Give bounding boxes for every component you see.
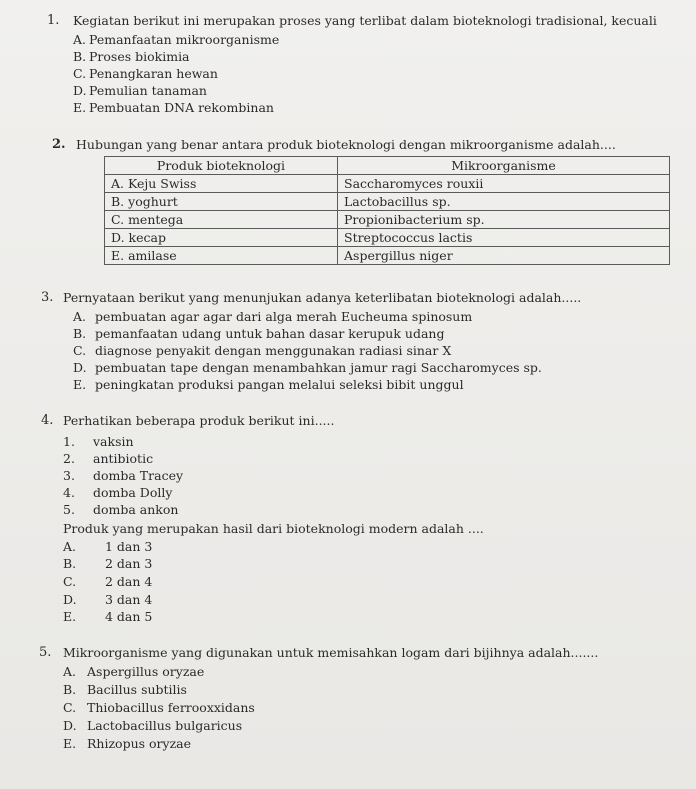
- q4-option-e: E. 4 dan 5: [63, 609, 153, 624]
- question-3-number: 3.: [41, 290, 54, 305]
- q5-option-b: B. Bacillus subtilis: [63, 682, 187, 697]
- q4-item-5: 5. domba ankon: [63, 502, 179, 517]
- table-row: [105, 175, 670, 193]
- table-cell: A. Keju Swiss: [105, 175, 338, 193]
- table-header-row: [105, 157, 670, 175]
- q5-option-e: E. Rhizopus oryzae: [63, 736, 192, 751]
- question-4-text: Perhatikan beberapa produk berikut ini.....: [63, 413, 335, 428]
- question-1-number: 1.: [47, 13, 60, 28]
- question-4-prompt: Produk yang merupakan hasil dari bioteknologi modern adalah ....: [63, 521, 484, 536]
- table-cell: C. mentega: [105, 211, 338, 229]
- table-row: [105, 229, 670, 247]
- q1-option-a: A. Pemanfaatan mikroorganisme: [73, 32, 280, 47]
- q5-option-c: C. Thiobacillus ferrooxxidans: [63, 700, 255, 715]
- q3-option-d: D. pembuatan tape dengan menambahkan jamur ragi Saccharomyces sp.: [73, 360, 542, 375]
- question-5-text: Mikroorganisme yang digunakan untuk memisahkan logam dari bijihnya adalah.......: [63, 645, 599, 660]
- q1-option-c: C. Penangkaran hewan: [73, 66, 218, 81]
- q1-option-b: B. Proses biokimia: [73, 49, 190, 64]
- table-cell: Propionibacterium sp.: [338, 211, 670, 229]
- table-row: [105, 247, 670, 265]
- table-cell: E. amilase: [105, 247, 338, 265]
- table-cell: D. kecap: [105, 229, 338, 247]
- table-cell: B. yoghurt: [105, 193, 338, 211]
- table-cell: Lactobacillus sp.: [338, 193, 670, 211]
- q4-item-4: 4. domba Dolly: [63, 485, 173, 500]
- q4-option-b: B. 2 dan 3: [63, 556, 153, 571]
- q4-item-2: 2. antibiotic: [63, 451, 154, 466]
- q3-option-e: E. peningkatan produksi pangan melalui seleksi bibit unggul: [73, 377, 464, 392]
- q1-option-d: D. Pemulian tanaman: [73, 83, 207, 98]
- table-header-produk: Produk bioteknologi: [105, 157, 338, 175]
- q3-option-a: A. pembuatan agar agar dari alga merah Eucheuma spinosum: [73, 309, 473, 324]
- question-4-number: 4.: [41, 413, 54, 428]
- q4-option-c: C. 2 dan 4: [63, 574, 153, 589]
- question-2-number: 2.: [52, 137, 66, 152]
- question-3-text: Pernyataan berikut yang menunjukan adanya keterlibatan bioteknologi adalah.....: [63, 290, 582, 305]
- table-cell: Aspergillus niger: [338, 247, 670, 265]
- table-row: [105, 211, 670, 229]
- table-cell: Streptococcus lactis: [338, 229, 670, 247]
- q4-item-1: 1. vaksin: [63, 434, 134, 449]
- question-2-text: Hubungan yang benar antara produk bioteknologi dengan mikroorganisme adalah....: [76, 137, 616, 152]
- table-cell: Saccharomyces rouxii: [338, 175, 670, 193]
- bioteknologi-table: [104, 156, 670, 265]
- q1-option-e: E. Pembuatan DNA rekombinan: [73, 100, 274, 115]
- question-5-number: 5.: [39, 645, 52, 660]
- q5-option-a: A. Aspergillus oryzae: [63, 664, 205, 679]
- q5-option-d: D. Lactobacillus bulgaricus: [63, 718, 243, 733]
- table-header-mikroorganisme: Mikroorganisme: [338, 157, 670, 175]
- q3-option-b: B. pemanfaatan udang untuk bahan dasar kerupuk udang: [73, 326, 445, 341]
- q3-option-c: C. diagnose penyakit dengan menggunakan radiasi sinar X: [73, 343, 452, 358]
- q4-option-a: A. 1 dan 3: [63, 539, 153, 554]
- q4-option-d: D. 3 dan 4: [63, 592, 153, 607]
- question-1-text: Kegiatan berikut ini merupakan proses yang terlibat dalam bioteknologi tradisional, kecuali: [73, 13, 657, 28]
- q4-item-3: 3. domba Tracey: [63, 468, 184, 483]
- table-row: [105, 193, 670, 211]
